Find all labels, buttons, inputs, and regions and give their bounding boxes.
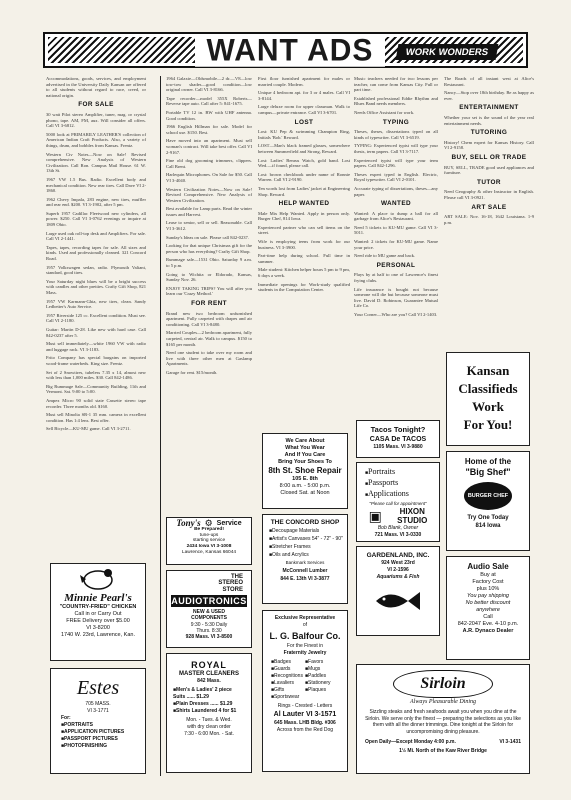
estes-services-list — [51, 722, 145, 750]
sirloin-description: Sizzling steaks and fresh seafoods await you when you dine at the Sirloin. We serve only the finest — preparing the selections as you like them with all the dinner trimmings. Dine tonight at the Sirloin for uncompromising dining pleasure. — [365, 709, 521, 735]
audio-sale-phone: 842-2047 Eve. 4-10 p.m. — [457, 621, 519, 627]
sirloin-hours: Open Daily—Except Monday 4:00 p.m. — [365, 739, 456, 745]
shoe-line: Bring Your Shoes To — [278, 459, 332, 465]
audio-sale-ad — [446, 556, 530, 660]
list-item: Unique 4 bedroom apt. for 3 or 4 males. Call VI 3-8144. — [258, 90, 350, 101]
bigshef-address: 814 Iowa — [475, 523, 501, 529]
concord-shop-ad — [262, 514, 348, 604]
for-sale-list — [46, 112, 146, 432]
list-item: ■ Decoupage Materials — [269, 527, 347, 535]
hixon-note: "Please call for appointment" — [369, 501, 427, 506]
list-item: 1957 Volkswagen sedan, radio. Plymouth Valiant, standard, good tires. — [46, 264, 146, 276]
list-item: Nancy—Stop over 18th birthday. Be as happy as ever. — [444, 90, 534, 101]
balfour-name: L. G. Balfour Co. — [269, 631, 341, 641]
list-item: Wanted: 2 tickets for KU-MU game. Name your price. — [354, 239, 438, 250]
section-tutor: TUTOR — [477, 178, 501, 186]
burger-chef-ad — [446, 451, 530, 551]
kansan-classifieds-ad — [446, 352, 530, 446]
list-item: Sunday's Ideas on sale. Please call 842-0237. — [166, 234, 249, 240]
section-typing: TYPING — [382, 118, 410, 126]
column-5 — [444, 76, 534, 228]
hixon-owner: Bob Blank, Owner — [377, 525, 419, 531]
list-item: 1967 VW 1.5 Bus. Radio. Excellent body and mechanical condition. New rear tires. Call Dave VI 2-1860. — [46, 176, 146, 194]
shoe-hours: 8:00 a.m. - 5:00 p.m. — [279, 483, 331, 489]
camera-icon: ▣ — [368, 507, 382, 524]
list-item: First floor furnished apartment for males or married couple. Modern. — [258, 76, 350, 87]
balfour-line: Rings - Crested - Letters — [277, 703, 333, 709]
list-item: Tapes, tapes, recording tapes for sale. All sizes and kinds. Used and professionally cleaned. 321 Concord Road. — [46, 244, 146, 262]
tonys-service-ad — [166, 517, 252, 565]
list-item: Music teachers needed for two lessons per teacher, can come from Kansas City. Full or part time. — [354, 76, 438, 93]
kansan-line: For You! — [463, 417, 513, 432]
list-item: Fine old dog grooming trimmers, clippers. Call Brent. — [166, 158, 252, 169]
wrench-icon: ⚙ — [204, 518, 213, 528]
list-item: Large deluxe room for upper classman. Walk to campus—private entrance. Call VI 3-6701. — [258, 104, 350, 115]
audio-line: Thurs. 8:30 — [196, 627, 222, 634]
balfour-line: Across from the Red Dog — [276, 727, 334, 733]
list-item: Theses, theses, dissertations typed on all kinds of typewriter. Call VI 3-6519. — [354, 129, 438, 140]
list-item: ■ Sportswear — [271, 694, 305, 701]
balfour-line: Fraternity Jewelry — [283, 650, 327, 656]
tacos-name: CASA De TACOS — [369, 436, 427, 443]
list-item: ■ PHOTOFINISHING — [61, 743, 145, 750]
sirloin-location: 1½ Mi. North of the Kaw River Bridge — [399, 747, 487, 754]
royal-hours: 7:30 - 6:00 Mon. - Sat. — [184, 731, 234, 737]
kansan-line: Work — [472, 399, 504, 414]
list-item: BUY, SELL, TRADE good used appliances and furniture. — [444, 164, 534, 176]
list-item: Need ride to MU game and back. — [354, 253, 416, 259]
list-item: Sell Bicycle—KU-MU game. Call VI 3-2711. — [46, 426, 131, 432]
audio-sale-dealer: A.R. Dynaco Dealer — [462, 628, 514, 634]
hixon-services — [357, 463, 439, 500]
list-item: Accurate typing of dissertations, theses—any paper. — [354, 185, 438, 197]
list-item: Experienced partner who can sell items on the street. — [258, 224, 350, 236]
list-item: Need one student to take over my room and live with three other men at Gaslamp Apartments. — [166, 350, 252, 367]
list-item: ■ PORTRAITS — [61, 722, 145, 729]
list-item: Tape recorder—model 355X Roberts—Reverse tape auto. Call after 5: 841-1675. — [166, 95, 252, 107]
list-item: ■ Applications — [365, 489, 439, 500]
list-item: 1962 Chevy Impala, 283 engine, new tires, muffler and rear end. $200. VI 3-1902, after 5 pm. — [46, 196, 146, 208]
list-item: Guitar: Martin D-28. Like new with hard case. Call 842-0237 after 5. — [46, 326, 146, 338]
banner-stripes-left — [48, 37, 198, 63]
balfour-line: of — [302, 622, 308, 628]
list-item: Western Civilization Notes—Now on Sale! Revised Comprehensive. New Analysis of Western Civilization. — [166, 186, 252, 203]
list-item: Large used oak roll-top desk and Amplifiers. For sale. Call VI 2-1441. — [46, 230, 146, 242]
casa-de-tacos-ad — [356, 420, 440, 458]
sirloin-subtitle: Always Pleasurable Dining — [410, 699, 476, 705]
audio-sale-line: You pay shipping — [467, 593, 509, 599]
minnie-pearls-ad — [50, 563, 146, 661]
intro-text: Accommodations, goods, services, and employment advertised in the University Daily Kansan are offered to all students without regard to race, creed, or national origin. — [46, 76, 146, 98]
list-item: Theses expert typed in English. Electric, Royal typewriter. Call VI 2-0101. — [354, 171, 438, 183]
concord-line: McConnell Lumber — [282, 568, 328, 574]
audio-address: 928 Mass. VI 3-8500 — [185, 634, 233, 641]
balfour-address: 645 Mass. LHB Bldg. #306 — [274, 720, 336, 726]
list-item: Looking for that unique Christmas gift for the person who has everything? Crafty Gift Shop. — [166, 243, 252, 254]
list-item: Established professional Eddie Rhythm and Blues Band needs members. — [354, 95, 438, 107]
list-item: Garage for rent. $15/month. — [166, 369, 218, 375]
list-item: ■ APPLICATION PICTURES — [61, 729, 145, 736]
list-item: ■ Favors — [305, 659, 339, 666]
concord-line: Bankmark Services — [285, 560, 325, 565]
gardenland-phone: VI 2-1596 — [387, 567, 409, 573]
column-1 — [46, 76, 146, 435]
list-item: TYPING: Experienced typist will type your thesis, term papers. Call VI 3-7117. — [354, 143, 438, 154]
list-item: Male Mix Help Wanted. Apply in person only. Burger Chef, 814 Iowa. — [258, 210, 350, 222]
list-item: Your Corner—Who are you? Call VI 2-1403. — [354, 312, 438, 317]
list-item: The Roads of all instant west at Alice's Restaurant. — [444, 76, 534, 87]
column-2 — [166, 76, 252, 379]
list-item: ■ Stretcher Frames — [269, 543, 347, 551]
gardenland-ad — [356, 546, 440, 636]
list-item: ■ Portraits — [365, 467, 439, 478]
estes-logo: Estes — [76, 677, 120, 699]
list-item: ■ Shirts Laundered 4 for $1 — [173, 708, 245, 715]
shoe-line: What You Wear — [285, 445, 325, 451]
list-item: Must sell Minolta SR-1 35 mm. camera in excellent condition. Has 1:4 lens. Best offer. — [46, 412, 146, 423]
royal-cleaners-ad — [166, 653, 252, 773]
list-item: Rummage sale—1531 Ohio. Saturday 9 a.m. to 5 p.m. — [166, 257, 252, 269]
list-item: ■ Paddles — [305, 673, 339, 680]
list-item: ■ Stationery — [305, 680, 339, 687]
audio-sale-line: plus 10% — [476, 586, 500, 592]
list-item: ■ Guards — [271, 666, 305, 673]
royal-title: ROYAL — [191, 660, 227, 670]
balfour-line: Exclusive Representative — [274, 615, 336, 621]
royal-line: Mon. - Tues. & Wed. — [186, 717, 232, 723]
audio-sale-line: Factory Cost — [472, 579, 504, 585]
bigshef-cta: Try One Today — [467, 515, 509, 521]
list-item: Wanted: A place to dump a ball for all garbage from Alice's Restaurant. — [354, 210, 438, 222]
section-for-rent: FOR RENT — [191, 300, 227, 307]
section-art-sale: ART SALE — [471, 203, 507, 211]
list-item: Part-time help during school. Full time in summer. — [258, 253, 350, 264]
list-item: Need 5 tickets to KU-MU game. Call VI 3-5011. — [354, 224, 438, 236]
audio-sale-line: Buy at — [480, 572, 496, 578]
list-item: ART SALE: Nov. 16-18, 1642 Louisiana. 1-9 p.m. — [444, 214, 534, 225]
tonys-line: Be Prepared! — [194, 526, 224, 532]
list-item: Going to Wichita or Eldorado, Kansas, Sunday Nov. 26. — [166, 271, 252, 283]
list-item: Frito Company has special bargains on imported wood-frame waterbeds. King size. Frentz. — [46, 355, 146, 366]
list-item: Western Civ Notes—Now on Sale! Revised comprehensive. New Analysis of Western Civilization. Call Ron. Campus Mail House. 61 W. 13th St. — [46, 151, 146, 174]
gardenland-address: 924 West 23rd — [381, 560, 415, 566]
minnie-pearls-name: Minnie Pearl's — [64, 592, 132, 604]
list-item: ■ Passports — [365, 478, 439, 489]
list-item: Brand new two bedroom unfurnished apartment. Fully carpeted with drapes and air conditioning. Call VI 3-8480. — [166, 310, 252, 327]
list-item: Needs Office Assistant for work. — [354, 109, 415, 115]
sirloin-logo — [393, 670, 493, 698]
section-buy-sell-trade: BUY, SELL OR TRADE — [451, 153, 527, 161]
audio-line: THE — [231, 574, 243, 580]
list-item: History! Chem expert for Kansas History. Call VI 2-9158. — [444, 139, 534, 151]
hixon-address: 721 Mass. VI 3-0330 — [374, 532, 422, 538]
list-item: Lease to senior, sell or sell. Reasonable. Call VI 3-3612. — [166, 220, 252, 232]
hixon-studio-ad — [356, 462, 440, 542]
royal-line: with dry clean order — [187, 724, 231, 730]
gardenland-tagline: Aquariums & Fish — [376, 574, 420, 580]
audio-sale-line: No better discount — [465, 600, 511, 606]
list-item: ■ PASSPORT PICTURES — [61, 736, 145, 743]
royal-subtitle: MASTER CLEANERS — [178, 671, 239, 677]
minnie-pearls-address: 1740 W. 23rd, Lawrence, Kan. — [61, 632, 135, 638]
section-lost: LOST — [294, 118, 314, 126]
list-item: ■ Recognitions — [271, 673, 305, 680]
section-tutoring: TUTORING — [470, 129, 508, 137]
tacos-address: 1105 Mass. VI 3-9880 — [373, 444, 423, 450]
tonys-address: 2434 Iowa VI 3-1008 — [186, 544, 232, 550]
audio-line: STORE — [222, 586, 243, 593]
list-item: ■ Men's & Ladies' 2 piece Suits ...... $1.29 — [173, 687, 245, 701]
tacos-headline: Tacos Tonight? — [370, 425, 426, 434]
list-item: Plays by at half to one of Lawrence's finest frying clubs. — [354, 272, 438, 284]
list-item: ■ Lavaliers — [271, 680, 305, 687]
list-item: Portable TV 12 in. BW with UHF antenna. Good condition. — [166, 109, 252, 121]
list-item: Married Couples—2 bedroom apartment, fully carpeted, central air. Walk to campus. $150 to $165 per month. — [166, 330, 252, 347]
royal-price-list — [167, 685, 251, 717]
list-item: Lost: Ladies' Benrus Watch, gold band. Lost Wed.—if found, please call. — [258, 157, 350, 169]
fish-illustration — [357, 584, 439, 621]
list-item: Ten words lost from Ladies' jacket at Engineering Shop. Reward. — [258, 185, 350, 197]
list-item: Lost: brown checkbook under name of Ronnie Warren. Call VI 2-9190. — [258, 171, 350, 183]
list-item: ■ Mugs — [305, 666, 339, 673]
list-item: ■ Oils and Acrylics — [269, 551, 347, 559]
estes-phone: VI 3-1771 — [87, 708, 109, 714]
tonys-line: tune-ups — [199, 532, 219, 538]
estes-studio-ad — [50, 668, 146, 774]
kansan-line: Kansan — [466, 363, 510, 378]
list-item: Big Rummage Sale—Community Building, 11th and Vermont. Sat. 9:00 to 5:00. — [46, 383, 146, 395]
sirloin-name: Sirloin — [420, 674, 466, 692]
audio-sale-title: Audio Sale — [467, 562, 509, 571]
list-item: Must sell immediately—white 1960 VW with radio and luggage rack. VI 3-1183. — [46, 341, 146, 352]
shoe-repair-ad — [262, 433, 348, 509]
list-item: ■ Plain Dresses ...... $1.29 — [173, 701, 245, 708]
bigshef-line: Home of the — [464, 457, 512, 466]
burger-chef-logo — [464, 482, 512, 510]
section-personal: PERSONAL — [376, 261, 416, 269]
sirloin-phone: VI 3-1431 — [499, 739, 521, 745]
hixon-name: HIXON — [399, 507, 425, 516]
list-item: ■ Artist's Canvases 54" - 72" - 90" — [269, 535, 347, 543]
concord-address: 844 E. 13th VI 3-3877 — [280, 576, 330, 582]
column-divider — [160, 76, 161, 776]
list-item: ■ Gifts — [271, 687, 305, 694]
list-item: Harlequin Microphones. On Sale for $50. Call VI 3-4040. — [166, 172, 252, 183]
list-item: Wife is employing teens from work for our business. VI 3-3900. — [258, 239, 350, 250]
section-for-sale: FOR SALE — [78, 101, 114, 109]
hixon-name: STUDIO — [397, 516, 428, 525]
audio-sale-line: anywhere — [476, 607, 500, 613]
balfour-ad — [262, 610, 348, 772]
sirloin-ad — [356, 664, 530, 774]
shoe-address: 105 E. 8th — [292, 476, 318, 482]
list-item: Experienced typist will type your term papers. Call 842-1296. — [354, 157, 438, 169]
column-3 — [258, 76, 350, 296]
banner-tagline: WORK WONDERS — [396, 44, 499, 60]
tonys-service-label: Service — [216, 520, 242, 527]
list-item: Immediate openings for Work-study qualified students in the Computation Center. — [258, 281, 350, 293]
concord-title: THE CONCORD SHOP — [270, 519, 340, 526]
chicken-illustration — [51, 564, 145, 592]
estes-address: 705 MASS. — [85, 701, 111, 707]
bigshef-line: "Big Shef" — [465, 467, 511, 477]
minnie-pearls-line: FREE Delivery over $5.00 — [66, 618, 130, 624]
audio-sale-line: Call — [483, 614, 493, 620]
section-wanted: WANTED — [380, 200, 412, 208]
estes-for-label: For: — [61, 715, 71, 721]
list-item: Lost: KU Pep & swimming Champion Ring, Initials 'Bob.' Reward. — [258, 129, 350, 140]
audio-line: 9:30 - 5:30 Daily — [190, 621, 228, 628]
list-item: 30 watt Pilot stereo Amplifier, tuner, mag. or crystal phono, tape. AM, FM, aux. Will consider all offers. Call VI 3-6812. — [46, 111, 146, 129]
kansan-line: Classifieds — [458, 381, 518, 396]
list-item: ENJOY TAKING TRIPS? You will after you learn our 'Crazy Method.' — [166, 285, 252, 297]
minnie-pearls-line: Call in or Carry Out — [74, 611, 122, 617]
list-item: ■ Badges — [271, 659, 305, 666]
section-entertainment: ENTERTAINMENT — [459, 104, 519, 112]
balfour-contact: Al Lauter VI 3-1571 — [273, 711, 337, 718]
minnie-pearls-phone: VI 3-8200 — [86, 625, 110, 631]
banner-title: WANT ADS — [195, 35, 385, 67]
audiotronics-logo: AUDIOTRONICS — [171, 596, 247, 607]
list-item: LOST—Man's black framed glasses, somewhere between Summerfield and Strong, Reward. — [258, 143, 350, 154]
shoe-closed: Closed Sat. at Noon — [280, 490, 330, 496]
audio-line: NEW & USED — [193, 609, 225, 616]
list-item: 1957 VW Karmann-Ghia, new tires, clean. Sandy Ledbetter's Auto Service. — [46, 298, 146, 310]
list-item: Your Saturday night blues will be a bright success with candles and other pretties. Crafty Gift Shop, 821 Mass. — [46, 278, 146, 295]
list-item: Superb 1957 Cadillac Fleetwood new cylinders, all power. $250. Call VI 3-0762 evenings or inquire at 1809 Ohio. — [46, 210, 146, 228]
section-help-wanted: HELP WANTED — [278, 200, 330, 208]
list-item: 1966 English Hillman for sale. Model for school use. $150. Best. — [166, 124, 252, 135]
tonys-name: Tony's — [176, 518, 201, 528]
want-ads-banner — [43, 32, 528, 68]
audio-line: STEREO — [218, 580, 243, 587]
tonys-line: starting service — [192, 538, 226, 544]
audio-line: COMPONENTS — [191, 615, 227, 622]
shoe-line: And If You Care — [284, 452, 326, 458]
audiotronics-ad — [166, 570, 252, 648]
shoe-line: We Care About — [285, 438, 325, 444]
balfour-items — [263, 657, 347, 703]
list-item: Best available for Lamp parts. Read the winter issues and Harvest. — [166, 206, 252, 217]
list-item: ■ Plaques — [305, 687, 339, 694]
shoe-repair-name: 8th St. Shoe Repair — [268, 466, 342, 475]
list-item: Set of 2 Snowtires, tubeless 7.35 x 14, almost new with less than 1,000 miles. $30. Call 842-1486. — [46, 369, 146, 381]
list-item: Whether your set is the sound of the year real entertainment needs. — [444, 114, 534, 126]
column-4 — [354, 76, 438, 321]
list-item: Ampex Micro 90 solid state Cassette stereo tape recorder. Three months old. $160. — [46, 397, 146, 409]
burger-chef-logo-text: BURGER CHEF — [467, 493, 509, 499]
list-item: Need Geography & other Instructor in English. Please call VI 3-0921. — [444, 189, 534, 200]
list-item: Male student: Kitchen helper hours 5 pm to 9 pm, 6 days a week. — [258, 267, 350, 279]
list-item: 5000 look at PRIMARILY LEATHER'S collection of American Indian Craft Products. Also, a variety of things, drum, and bobbles from Kansas. Frentz. — [46, 131, 146, 148]
list-item: 1957 Riverside 125 cc. Excellent condition. Must see. Call VI 2-1180. — [46, 312, 146, 324]
concord-items — [263, 527, 347, 559]
list-item: 1964 Galaxie—Oldsmobile—2 dr.—V8—low tow-tow shades—good condition—low original owner. Call VI 3-8166. — [166, 76, 252, 93]
minnie-pearls-tagline: "COUNTRY-FRIED" CHICKEN — [59, 604, 137, 610]
balfour-line: For the Finest in — [286, 643, 324, 649]
list-item: Have moved into an apartment. Must sell woman's contract. Will take best offer. Call VI 2-9167. — [166, 138, 252, 155]
tonys-city: Lawrence, Kansas 66044 — [181, 549, 237, 555]
gardenland-title: GARDENLAND, INC. — [366, 552, 430, 559]
royal-address: 842 Mass. — [197, 678, 221, 684]
list-item: Life insurance is bought not because someone will die but because someone must live. David D. Robinson, Guarantee Mutual Life Co. — [354, 286, 438, 309]
